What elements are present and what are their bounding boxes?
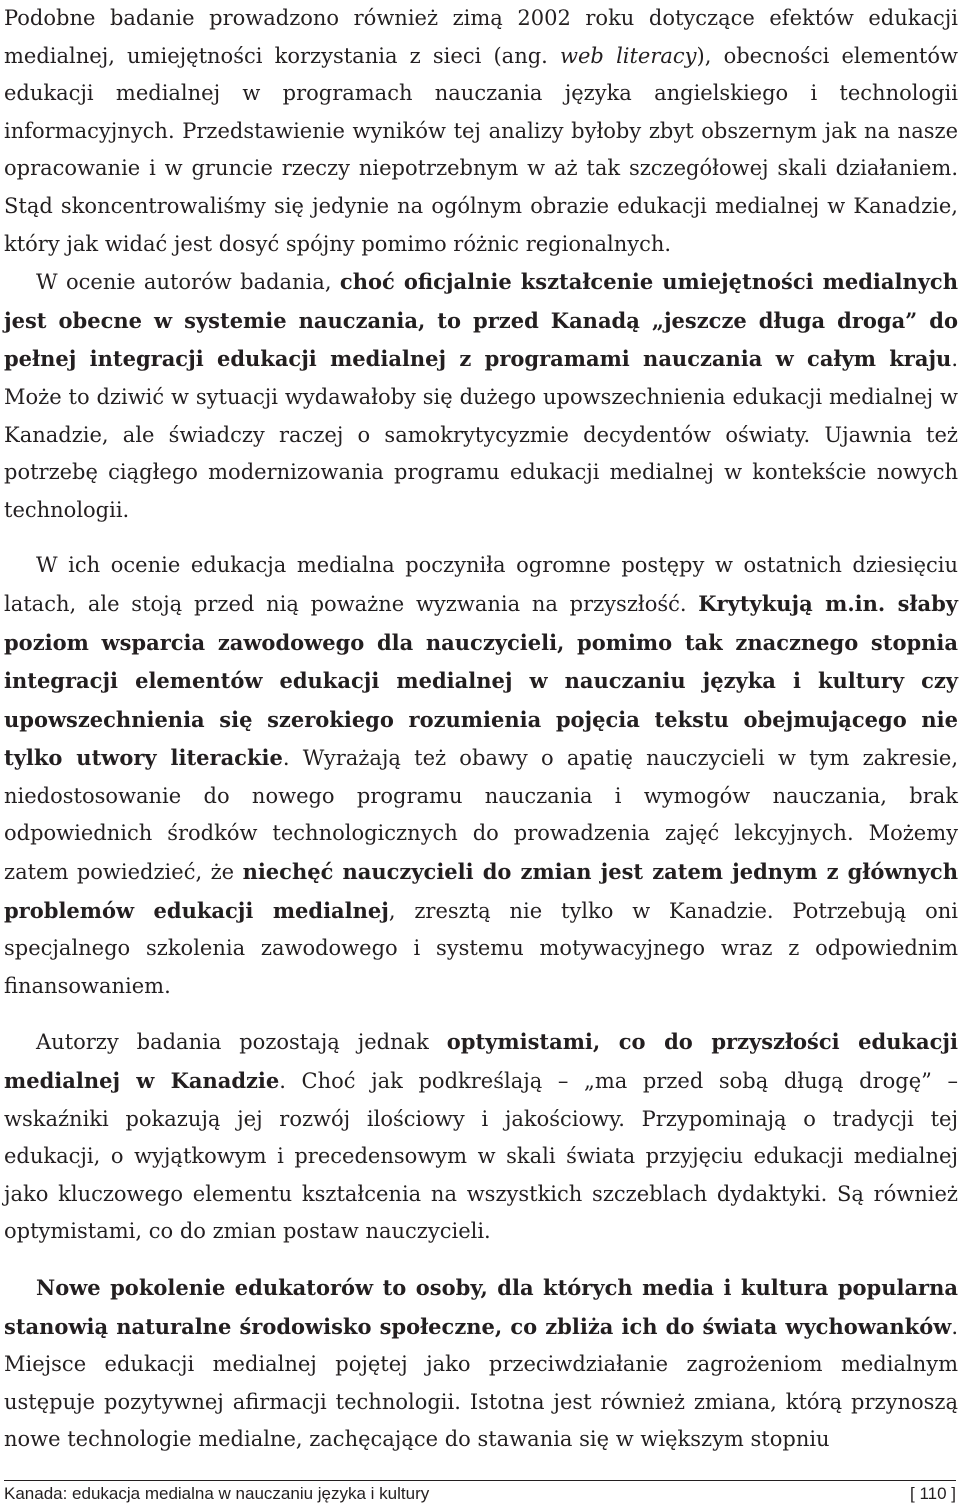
page-footer — [4, 1480, 956, 1508]
p4-bold-1: optymistami, co do przyszłości edukacji medialnej w Kanadzie — [4, 1029, 958, 1094]
p3-text-1: W ich ocenie edukacja medialna poczyniła ogromne postępy w ostatnich dziesięciu latach, ale stoją przed nią poważne wyzwania na przyszłość. — [4, 553, 958, 616]
page-body — [4, 0, 958, 1459]
p1-text-2: ), obecności elementów edukacji medialnej w programach nauczania języka angielskiego i technologii informacyjnych. Przedstawienie wyników tej analizy byłoby zbyt obszernym jak na nasze opracowanie i w gruncie rzeczy niepotrzebnym w aż tak szczegółowej skali działaniem. Stąd skoncentrowaliśmy się jedynie na ogólnym obrazie edukacji medialnej w Kanadzie, który jak widać jest dosyć spójny pomimo różnic regionalnych. — [4, 43, 958, 256]
p2-bold-1: choć oficjalnie kształcenie umiejętności medialnych jest obecne w systemie nauczania, to przed Kanadą „jeszcze długa droga” do pełnej integracji edukacji medialnej z programami nauczania w całym kraju — [4, 269, 958, 372]
p1-text-1: Podobne badanie prowadzono również zimą 2002 roku dotyczące efektów edukacji medialnej, umiejętności korzystania z sieci (ang. — [4, 6, 958, 68]
p5-text-1: . Miejsce edukacji medialnej pojętej jako przeciwdziałanie zagrożeniom medialnym ustępuje pozytywnej afirmacji technologii. Istotna jest również zmiana, którą przynoszą nowe technologie medialne, zachęcające do stawania się w większym stopniu — [4, 1314, 958, 1452]
p3-bold-1: Krytykują m.in. słaby poziom wsparcia zawodowego dla nauczycieli, pomimo tak znacznego stopnia integracji elementów edukacji medialnej w nauczaniu języka i kultury czy upowszechnienia się szerokiego rozumienia pojęcia tekstu obejmującego nie tylko utwory literackie — [4, 590, 958, 771]
paragraph-2 — [4, 263, 958, 529]
p3-text-2: . Wyrażają też obawy o apatię nauczycieli w tym zakresie, niedostosowanie do nowego programu nauczania i wymogów nauczania, brak odpowiednich środków technologicznych do prowadzenia zajęć lekcyjnych. Możemy zatem powiedzieć, że — [4, 746, 958, 885]
p5-bold-1: Nowe pokolenie edukatorów to osoby, dla których media i kultura popularna stanowią naturalne środowisko społeczne, co zbliża ich do świata wychowanków — [4, 1275, 958, 1339]
p2-text-2: . Może to dziwić w sytuacji wydawałoby się dużego upowszechnienia edukacji medialnej w Kanadzie, ale świadczy raczej o samokrytycyzmie decydentów oświaty. Ujawnia też potrzebę ciągłego modernizowania programu edukacji medialnej w kontekście nowych technologii. — [4, 347, 958, 522]
page-number: [ 110 ] — [910, 1484, 956, 1503]
p2-text-1: W ocenie autorów badania, — [36, 270, 340, 295]
paragraph-4 — [4, 1023, 958, 1251]
paragraph-5 — [4, 1269, 958, 1459]
p3-bold-2: niechęć nauczycieli do zmian jest zatem jednym z głównych problemów edukacji medialnej — [4, 859, 958, 923]
p4-text-2: . Choć jak podkreślają – „ma przed sobą długą drogę” – wskaźniki pokazują jej rozwój ilościowy i jakościowy. Przypominają o tradycji tej edukacji, o wyjątkowym i precedensowym w skali świata przyjęciu edukacji medialnej jako kluczowego elementu kształcenia na wszystkich szczeblach dydaktyki. Są również optymistami, co do zmian postaw nauczycieli. — [4, 1069, 959, 1244]
footer-running-title: Kanada: edukacja medialna w nauczaniu języka i kultury — [4, 1484, 430, 1503]
paragraph-3 — [4, 547, 958, 1005]
paragraph-1 — [4, 0, 958, 263]
p4-text-1: Autorzy badania pozostają jednak — [36, 1030, 447, 1055]
p3-text-3: , zresztą nie tylko w Kanadzie. Potrzebują oni specjalnego szkolenia zawodowego i systemu motywacyjnego wraz z odpowiednim finansowaniem. — [4, 898, 958, 998]
footer-rule — [4, 1480, 956, 1481]
p1-italic-term: web literacy — [560, 43, 697, 68]
